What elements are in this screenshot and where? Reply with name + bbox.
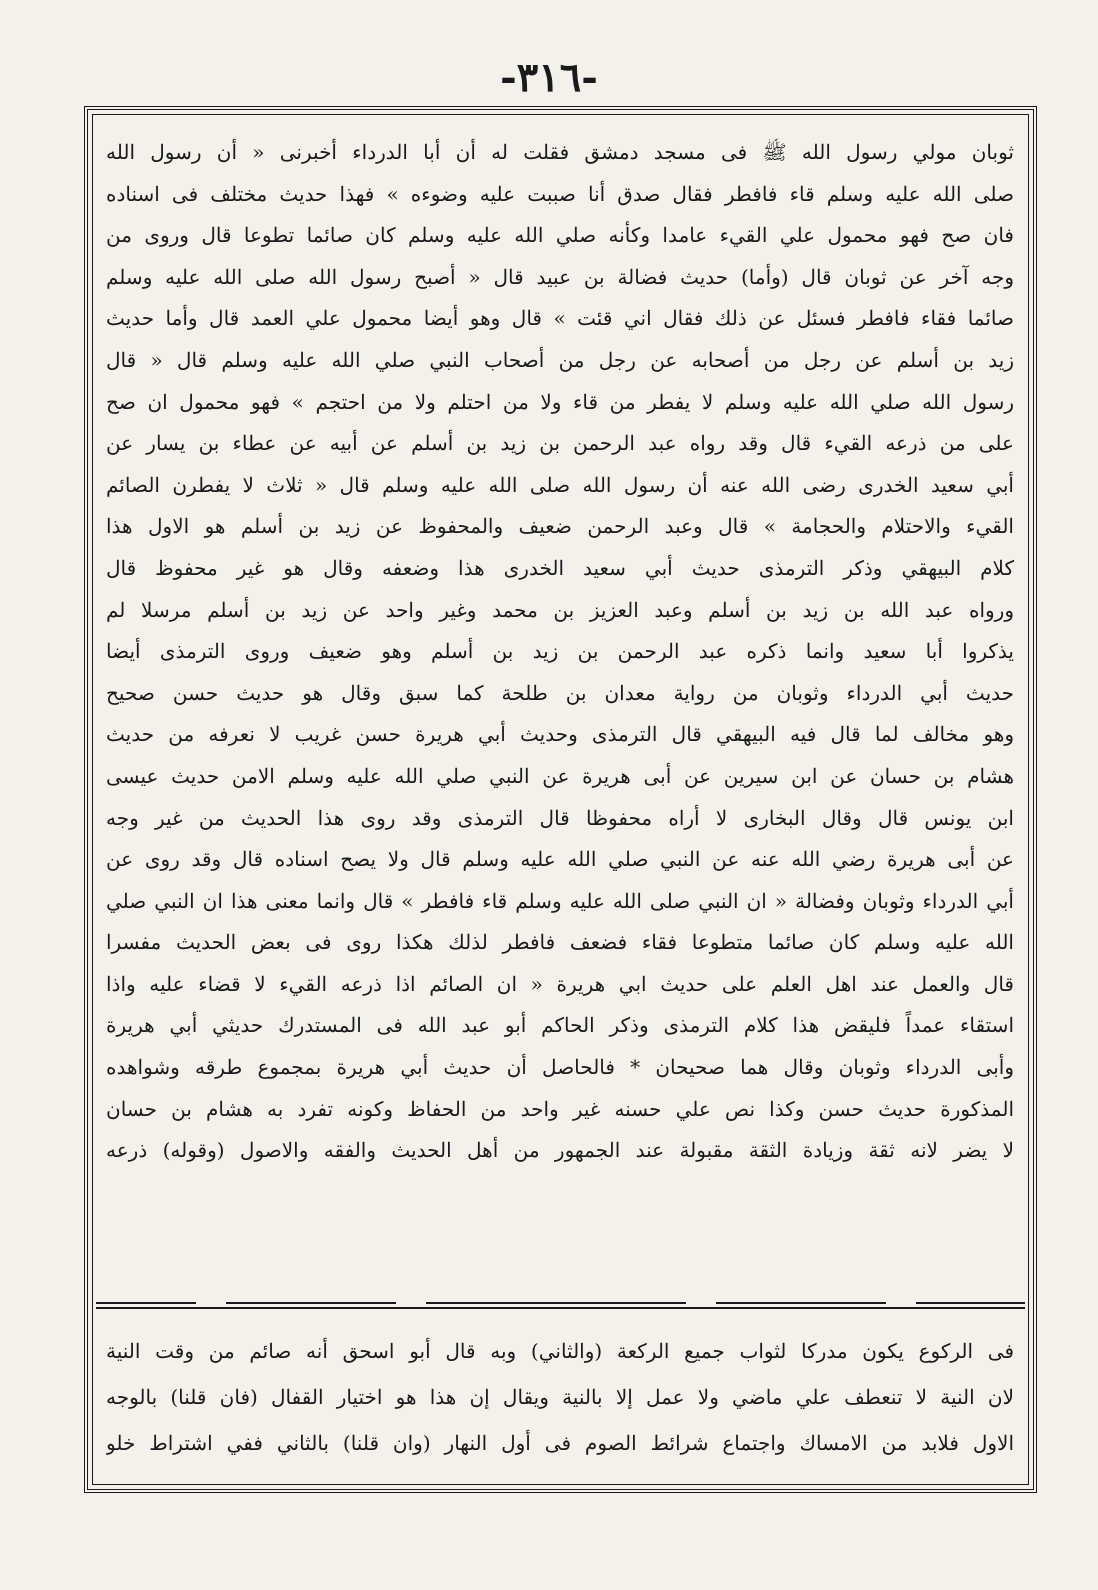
main-line: فان صح فهو محمول علي القيء عامدا وكأنه صلي الله عليه وسلم كان صائما تطوعا قال وروى من	[106, 223, 1014, 248]
main-line: قال والعمل عند اهل العلم على حديث ابي هريرة « ان الصائم اذا ذرعه القيء لا قضاء عليه واذا	[106, 971, 1014, 996]
main-line: القيء والاحتلام والحجامة » قال وعبد الرحمن ضعيف والمحفوظ عن زيد بن أسلم هو الاول هذا	[106, 514, 1014, 539]
main-line: زيد بن أسلم عن رجل من أصحابه عن رجل من أصحاب النبي صلي الله عليه وسلم قال « قال	[106, 347, 1014, 372]
divider-dash	[716, 1302, 886, 1304]
main-text-block	[106, 132, 1014, 1297]
main-line: ثوبان مولي رسول الله ﷺ فی مسجد دمشق فقلت له أن أبا الدرداء أخبرنی « أن رسول الله	[106, 140, 1014, 164]
main-line: صائما فقاء فافطر فسئل عن ذلك فقال اني قئت » قال وهو أيضا محمول علي العمد قال وأما حديث	[106, 306, 1014, 331]
footnote-text-block	[106, 1328, 1014, 1478]
main-line: لا يضر لانه ثقة وزيادة الثقة مقبولة عند الجمهور من أهل الحديث والفقه والاصول (وقوله) ذرعه	[106, 1138, 1014, 1163]
main-line: أبي سعيد الخدرى رضى الله عنه أن رسول الله صلى الله عليه وسلم قال « ثلاث لا يفطرن الصائم	[106, 472, 1014, 497]
main-line: رسول الله صلي الله عليه وسلم لا يفطر من قاء ولا من احتلم ولا من احتجم » فهو محمول ان صح	[106, 389, 1014, 414]
page-number: -٣١٦-	[500, 54, 598, 101]
main-line: وهو مخالف لما قال فيه البيهقي قال الترمذى وحديث أبي هريرة حسن غريب لا نعرفه من حديث	[106, 722, 1014, 747]
footnote-line: الاول فلابد من الامساك واجتماع شرائط الصوم فى أول النهار (وان قلنا) بالثاني ففي اشتراط خلو	[106, 1431, 1014, 1455]
main-line: المذكورة حديث حسن وكذا نص علي حسنه غير واحد من الحفاظ وكونه تفرد به هشام بن حسان	[106, 1096, 1014, 1121]
main-line: وجه آخر عن ثوبان قال (وأما) حديث فضالة بن عبيد قال « أصبح رسول الله صلى الله عليه وسلم	[106, 264, 1014, 289]
divider-rule	[96, 1307, 1025, 1309]
main-line: عن أبى هريرة رضي الله عنه عن النبي صلي الله عليه وسلم قال ولا يصح اسناده قال وقد روى عن	[106, 847, 1014, 872]
main-line: حديث أبي الدرداء وثوبان من رواية معدان بن طلحة كما سبق وقال هو حديث حسن صحيح	[106, 680, 1014, 705]
divider-dash	[96, 1302, 196, 1304]
main-line: كلام البيهقي وذكر الترمذى حديث أبي سعيد الخدرى هذا وضعفه وقال هو غير محفوظ قال	[106, 555, 1014, 580]
main-line: الله عليه وسلم كان صائما متطوعا فقاء فضعف فافطر لذلك هكذا روى فى بعض الحديث مفسرا	[106, 930, 1014, 955]
divider-dash	[226, 1302, 396, 1304]
main-line: وأبى الدرداء وثوبان وقال هما صحيحان * فالحاصل أن حديث أبي هريرة بمجموع طرقه وشواهده	[106, 1055, 1014, 1080]
main-line: استقاء عمداً فليقض هذا كلام الترمذى وذكر الحاكم أبو عبد الله فى المستدرك حديثي أبي هريرة	[106, 1013, 1014, 1038]
footnote-line: فى الركوع يكون مدركا لثواب جميع الركعة (والثاني) وبه قال أبو اسحق أنه صائم من وقت النية	[106, 1339, 1014, 1363]
main-line: ابن يونس قال وقال البخارى لا أراه محفوظا قال الترمذى وقد روى هذا الحديث من غير وجه	[106, 805, 1014, 830]
divider-dash	[916, 1302, 1025, 1304]
divider-dash	[426, 1302, 686, 1304]
main-line: أبي الدرداء وثوبان وفضالة « ان النبي صلى الله عليه وسلم قاء فافطر » قال وانما معنى هذا ان النبي صلي	[106, 888, 1014, 913]
main-line: يذكروا أبا سعيد وانما ذكره عبد الرحمن بن زيد بن أسلم وهو ضعيف وروى الترمذى أيضا	[106, 639, 1014, 664]
footnote-divider	[96, 1302, 1025, 1316]
main-line: ورواه عبد الله بن زيد بن أسلم وعبد العزيز بن محمد وغير واحد عن زيد بن أسلم مرسلا لم	[106, 597, 1014, 622]
footnote-line: لان النية لا تنعطف علي ماضي ولا عمل إلا بالنية ويقال إن هذا هو اختيار القفال (فان قلنا) بالوجه	[106, 1385, 1014, 1409]
main-line: هشام بن حسان عن ابن سيرين عن أبى هريرة عن النبي صلي الله عليه وسلم الامن حديث عيسى	[106, 763, 1014, 788]
main-line: صلى الله عليه وسلم قاء فافطر فقال صدق أنا صببت عليه وضوءه » فهذا حديث مختلف فى اسناده	[106, 181, 1014, 206]
main-line: على من ذرعه القيء قال وقد رواه عبد الرحمن بن زيد بن أسلم عن أبيه عن عطاء بن يسار عن	[106, 431, 1014, 456]
